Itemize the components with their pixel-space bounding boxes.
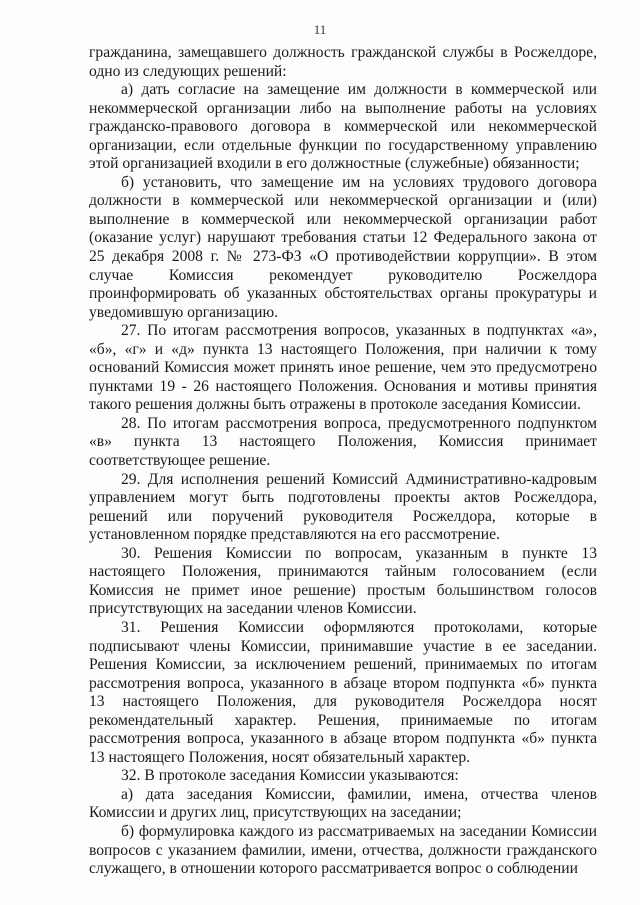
paragraph-28: 28. По итогам рассмотрения вопроса, предусмотренного подпунктом «в» пункта 13 настоящего Положения, Комиссия принимает соответствующее решение. <box>89 414 597 470</box>
paragraph-30: 30. Решения Комиссии по вопросам, указанным в пункте 13 настоящего Положения, принимаются тайным голосованием (если Комиссия не примет иное решение) простым большинством голосов присутствующих на заседании членов Комиссии. <box>89 544 597 618</box>
document-body <box>89 44 597 879</box>
paragraph-32: 32. В протоколе заседания Комиссии указываются: <box>121 767 459 785</box>
paragraph-32-subitem-a: а) дата заседания Комиссии, фамилии, имена, отчества членов Комиссии и других лиц, присутствующих на заседании; <box>89 785 597 822</box>
page-number: 11 <box>313 22 327 37</box>
paragraph-continuation: гражданина, замещавшего должность гражданской службы в Росжелдоре, одно из следующих решений: <box>89 44 597 80</box>
paragraph-27: 27. По итогам рассмотрения вопросов, указанных в подпунктах «а», «б», «г» и «д» пункта 13 настоящего Положения, при наличии к тому оснований Комиссия может принять иное решение, чем это предусмотрено пунктами 19 - 26 настоящего Положения. Основания и мотивы принятия такого решения должны быть отражены в протоколе заседания Комиссии. <box>89 322 597 414</box>
paragraph-32-subitem-b: б) формулировка каждого из рассматриваемых на заседании Комиссии вопросов с указанием фамилии, имени, отчества, должности гражданского служащего, в отношении которого рассматривается вопрос о соблюдении <box>89 822 597 878</box>
paragraph-31: 31. Решения Комиссии оформляются протоколами, которые подписывают члены Комиссии, принимавшие участие в ее заседании. Решения Комиссии, за исключением решений, принимаемых по итогам рассмотрения вопроса, указанного в абзаце втором подпункта «б» пункта 13 настоящего Положения, для руководителя Росжелдора носят рекомендательный характер. Решения, принимаемые по итогам рассмотрения вопроса, указанного в абзаце втором подпункта «б» пункта 13 настоящего Положения, носят обязательный характер. <box>89 618 597 766</box>
paragraph-29: 29. Для исполнения решений Комиссий Административно-кадровым управлением могут быть подготовлены проекты актов Росжелдора, решений или поручений руководителя Росжелдора, которые в установленном порядке представляются на его рассмотрение. <box>89 470 597 544</box>
paragraph-26-subitem-a: а) дать согласие на замещение им должности в коммерческой или некоммерческой организации либо на выполнение работы на условиях гражданско-правового договора в коммерческой или некоммерческой организации, если отдельные функции по государственному управлению этой организацией входили в его должностные (служебные) обязанности; <box>89 81 597 173</box>
paragraph-26-subitem-b: б) установить, что замещение им на условиях трудового договора должности в коммерческой или некоммерческой организации и (или) выполнение в коммерческой или некоммерческой организации работ (оказание услуг) нарушают требования статьи 12 Федерального закона от 25 декабря 2008 г. № 273-ФЗ «О противодействии коррупции». В этом случае Комиссия рекомендует руководителю Росжелдора проинформировать об указанных обстоятельствах органы прокуратуры и уведомившую организацию. <box>89 173 597 321</box>
